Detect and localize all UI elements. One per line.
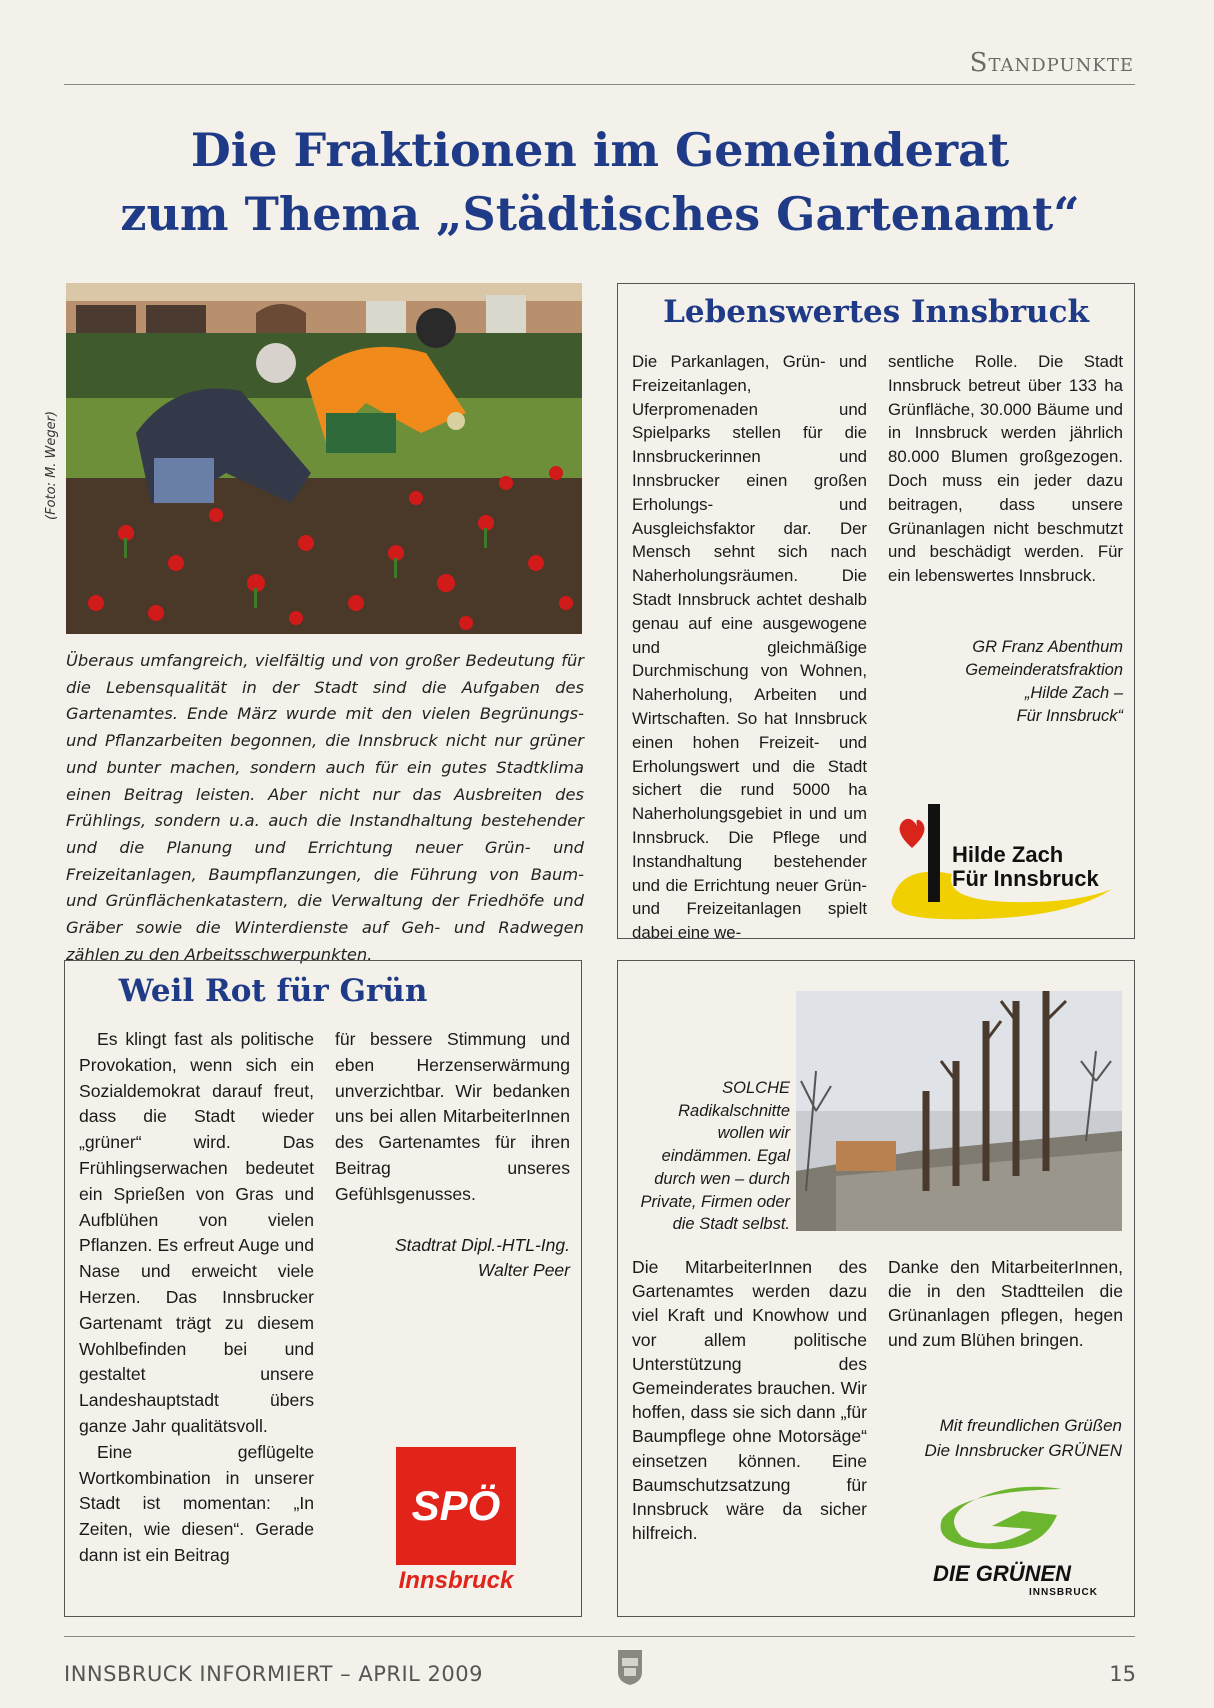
article-column-1: Die Parkanlagen, Grün- und Freizeitanlagen, Uferpromenaden und Spielparks stellen für die Innsbruckerinnen und Innsbrucker einen großen Erholungs- und Ausgleichsfaktor dar. Der Mensch sehnt sich nach Naherholungsräumen. Die Stadt Innsbruck achtet deshalb genau auf eine ausgewogene und gleichmäßige Durchmischung von Wohnen, Naherholung, Arbeiten und Wirtschaften. So hat Innsbruck einen hohen Freizeit- und Erholungswert und die Stadt sichert die rund 5000 ha Naherholungsgebiet in und um Innsbruck. Die Pflege und Instandhaltung bestehender und die Errichtung neuer Grün- und Freizeitanlagen spielt dabei eine we- xyxy=(632,352,867,943)
article-column-2: sentliche Rolle. Die Stadt Innsbruck betreut über 133 ha Grünfläche, 30.000 Bäume und in Innsbruck werden jährlich 80.000 Blumen großgezogen. Doch muss ein jeder dazu beitragen, dass unsere Grünanlagen nicht beschmutzt und beschädigt werden. Für ein lebenswertes Innsbruck. xyxy=(888,352,1123,586)
city-crest-icon xyxy=(617,1648,643,1686)
signature-party-2: Für Innsbruck“ xyxy=(1016,707,1123,725)
signature-name: Walter Peer xyxy=(477,1260,570,1280)
section-label: Standpunkte xyxy=(969,48,1134,78)
article-column-1: Die MitarbeiterInnen des Gartenamtes werden dazu viel Kraft und Knowhow und vor allem politische Unterstützung des Gemeinderates brauchen. Wir hoffen, dass sie sich dann „für Baumpflege ohne Motorsäge“ einsetzen können. Eine Baumschutzsatzung für Innsbruck wäre da sicher hilfreich. xyxy=(632,1257,867,1544)
paragraph: Es klingt fast als politische Provokation, wenn sich ein Sozialdemokrat darauf freut, dass die Stadt wieder „grüner“ wird. Das Frühlingserwachen bedeutet ein Sprießen von Gras und Aufblühen von vielen Pflanzen. Es erfreut Auge und Nase und erweicht viele Herzen. Das Innsbrucker Gartenamt trägt zu diesem Wohlbefinden bei und gestaltet unsere Landeshauptstadt übers ganze Jahr qualitätsvoll. xyxy=(79,1029,314,1436)
footer-publication: INNSBRUCK INFORMIERT – APRIL 2009 xyxy=(64,1662,483,1686)
signature-greeting: Mit freundlichen Grüßen xyxy=(939,1416,1122,1435)
gruene-logo-sub: INNSBRUCK xyxy=(1029,1587,1098,1598)
signature-name: GR Franz Abenthum xyxy=(972,638,1123,656)
spoe-logo-box xyxy=(396,1447,516,1565)
title-line-2: zum Thema „Städtisches Gartenamt“ xyxy=(120,187,1080,241)
article-weil-rot-fuer-gruen xyxy=(64,960,582,1617)
spoe-logo xyxy=(396,1447,516,1597)
photo-caption: Überaus umfangreich, vielfältig und von großer Bedeutung für die Lebensqualität in der Stadt sind die Aufgaben des Gartenamtes. Ende März wurde mit den vielen Begrünungs- und Pflanzarbeiten begonnen, die Innsbruck nicht nur grüner und bunter machen, sondern auch für ein gutes Stadtklima einen Beitrag leisten. Aber nicht nur das Ausbreiten des Frühlings, sondern u.a. auch die Instandhaltung bestehender und die Planung und Errichtung neuer Grün- und Freizeitanlagen, Baumpflanzungen, die Führung von Baum- und Grünflächenkatastern, die Verwaltung der Friedhöfe und Gräber sowie die Winterdienste auf Geh- und Radwegen zählen zu den Arbeitsschwerpunkten. xyxy=(66,651,584,964)
gruene-logo xyxy=(902,1481,1102,1611)
tree-photo-caption: SOLCHE Radikalschnitte wollen wir eindämmen. Egal durch wen – durch Private, Firmen oder die Stadt selbst. xyxy=(640,1079,790,1234)
signature-party: Die Innsbrucker GRÜNEN xyxy=(924,1441,1122,1460)
paragraph: Eine geflügelte Wortkombination in unserer Stadt ist momentan: „In Zeiten, wie diesen“. Gerade dann ist ein Beitrag xyxy=(79,1441,314,1565)
gruene-g-icon xyxy=(902,1481,1102,1551)
article-column-1 xyxy=(79,1027,314,1569)
article-column-2: Danke den MitarbeiterInnen, die in den Stadtteilen die Grünanlagen pflegen, hegen und zum Blühen bringen. xyxy=(888,1257,1123,1350)
pruned-trees-illustration xyxy=(796,991,1122,1231)
spoe-logo-sub: Innsbruck xyxy=(398,1567,514,1594)
top-rule xyxy=(64,84,1135,85)
article-gruene xyxy=(617,960,1135,1617)
signature-party-1: „Hilde Zach – xyxy=(1024,684,1123,702)
signature xyxy=(335,1233,570,1283)
photo-credit: (Foto: M. Weger) xyxy=(44,410,59,520)
hilde-zach-logo xyxy=(882,804,1122,924)
signature xyxy=(882,1413,1122,1463)
title-line-1: Die Fraktionen im Gemeinderat xyxy=(190,123,1010,177)
article-title: Weil Rot für Grün xyxy=(118,973,428,1009)
signature-group: Gemeinderatsfraktion xyxy=(965,661,1123,679)
logo-line-2: Für Innsbruck xyxy=(952,866,1099,891)
signature-title: Stadtrat Dipl.-HTL-Ing. xyxy=(394,1235,570,1255)
signature xyxy=(888,636,1123,728)
article-lebenswertes-innsbruck xyxy=(617,283,1135,943)
page-number: 15 xyxy=(1109,1662,1136,1686)
gardeners-illustration xyxy=(66,283,582,634)
pruned-trees-photo xyxy=(796,991,1122,1231)
logo-line-1: Hilde Zach xyxy=(952,842,1064,867)
article-title: Lebenswertes Innsbruck xyxy=(663,294,1089,330)
page-title xyxy=(60,118,1140,246)
footer-rule xyxy=(64,1636,1135,1637)
gardeners-photo xyxy=(66,283,582,634)
article-column-2: für bessere Stimmung und eben Herzenserwärmung unverzichtbar. Wir bedanken uns bei allen MitarbeiterInnen des Gartenamtes für ihren Beitrag unseres Gefühlsgenusses. xyxy=(335,1029,570,1204)
gruene-logo-text: DIE GRÜNEN xyxy=(932,1561,1072,1586)
spoe-logo-text: SPÖ xyxy=(411,1482,501,1529)
